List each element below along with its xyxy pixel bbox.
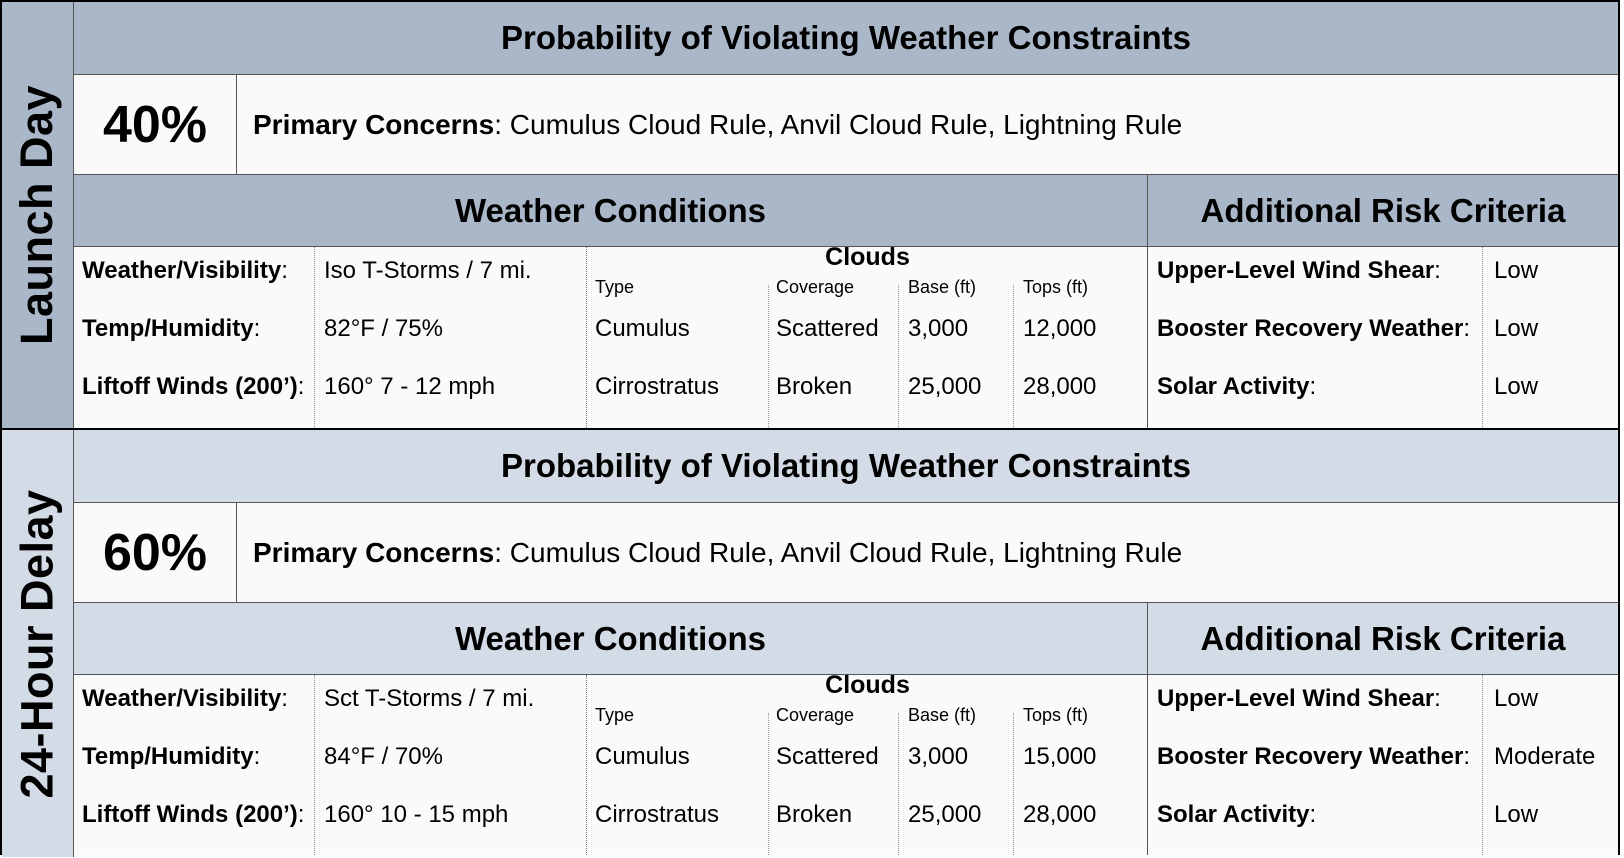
probability-title: Probability of Violating Weather Constraints [74,430,1618,503]
risk-row: Solar Activity: [1157,373,1317,400]
risk-row: Booster Recovery Weather: [1157,743,1471,770]
risk-row: Solar Activity: [1157,801,1317,828]
additional-risk-title: Additional Risk Criteria [1148,175,1618,247]
clouds-header: Tops (ft) [1023,705,1089,725]
risk-value: Low [1494,801,1539,828]
risk-panel [1148,247,1618,428]
cloud-cell: Broken [776,373,853,400]
clouds-title: Clouds [825,243,910,271]
weather-conditions-title: Weather Conditions [74,175,1148,247]
weather-value: 160° 10 - 15 mph [324,801,509,828]
weather-value: Iso T-Storms / 7 mi. [324,257,532,284]
side-label: 24-Hour Delay [11,488,63,799]
concerns-label: Primary Concerns [253,108,495,140]
side-label: Launch Day [11,84,63,346]
weather-row: Liftoff Winds (200’): [82,373,305,400]
column-divider [768,285,769,428]
risk-row: Booster Recovery Weather: [1157,315,1471,342]
concerns-label: Primary Concerns [253,536,495,568]
side-label-cell [2,430,74,857]
risk-row: Upper-Level Wind Shear: [1157,257,1441,284]
weather-row: Weather/Visibility: [82,257,288,284]
risk-row: Upper-Level Wind Shear: [1157,685,1441,712]
clouds-title: Clouds [825,671,910,699]
column-divider [898,285,899,428]
cloud-cell: Broken [776,801,853,828]
column-divider [1482,247,1483,428]
clouds-header: Tops (ft) [1023,277,1089,297]
cloud-cell: 25,000 [908,801,982,828]
clouds-header: Base (ft) [908,705,977,725]
cloud-cell: Cumulus [595,743,690,770]
risk-value: Moderate [1494,743,1596,770]
primary-concerns [237,503,1618,603]
column-divider [1013,713,1014,855]
weather-row: Temp/Humidity: [82,743,261,770]
side-label-cell [2,2,74,428]
cloud-cell: Scattered [776,743,879,770]
cloud-cell: 3,000 [908,315,969,342]
clouds-header: Coverage [776,705,855,725]
clouds-panel [587,671,1148,855]
cloud-cell: 15,000 [1023,743,1097,770]
weather-row: Temp/Humidity: [82,315,261,342]
column-divider [768,713,769,855]
cloud-cell: 28,000 [1023,373,1097,400]
probability-value: 60% [74,503,237,603]
cloud-cell: Cirrostratus [595,801,720,828]
additional-risk-title: Additional Risk Criteria [1148,603,1618,675]
clouds-header: Type [595,277,635,297]
probability-title: Probability of Violating Weather Constraints [74,2,1618,75]
primary-concerns [237,75,1618,175]
weather-panel [74,675,587,855]
cloud-cell: Cirrostratus [595,373,720,400]
risk-value: Low [1494,257,1539,284]
concerns-text: : Cumulus Cloud Rule, Anvil Cloud Rule, Lightning Rule [494,108,1183,140]
cloud-cell: 3,000 [908,743,969,770]
column-divider [314,247,315,428]
clouds-header: Coverage [776,277,855,297]
risk-value: Low [1494,373,1539,400]
cloud-cell: 25,000 [908,373,982,400]
launch-day-block [2,2,1618,428]
risk-value: Low [1494,685,1539,712]
weather-conditions-title: Weather Conditions [74,603,1148,675]
weather-value: Sct T-Storms / 7 mi. [324,685,535,712]
column-divider [1482,675,1483,855]
cloud-cell: 28,000 [1023,801,1097,828]
weather-row: Weather/Visibility: [82,685,288,712]
weather-value: 82°F / 75% [324,315,443,342]
risk-panel [1148,675,1618,855]
weather-value: 84°F / 70% [324,743,443,770]
clouds-header: Base (ft) [908,277,977,297]
cloud-cell: Cumulus [595,315,690,342]
delay-block [2,428,1618,857]
column-divider [898,713,899,855]
clouds-panel [587,243,1148,428]
column-divider [314,675,315,855]
cloud-cell: Scattered [776,315,879,342]
concerns-text: : Cumulus Cloud Rule, Anvil Cloud Rule, Lightning Rule [494,536,1183,568]
risk-value: Low [1494,315,1539,342]
weather-row: Liftoff Winds (200’): [82,801,305,828]
weather-value: 160° 7 - 12 mph [324,373,496,400]
column-divider [1013,285,1014,428]
probability-value: 40% [74,75,237,175]
clouds-header: Type [595,705,635,725]
cloud-cell: 12,000 [1023,315,1097,342]
weather-panel [74,247,587,428]
